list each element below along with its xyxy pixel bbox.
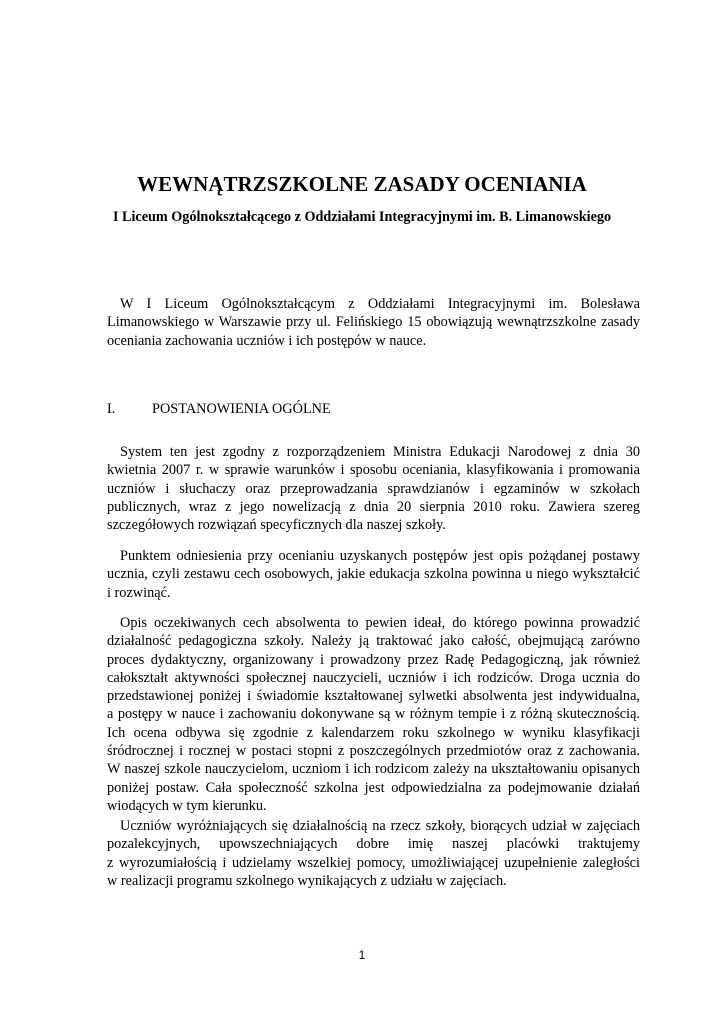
text-line: i rozwinąć. — [107, 584, 171, 601]
text-line: śródrocznej i rocznej w postaci stopni z poszczególnych przedmiotów oraz z zachowania. — [107, 743, 640, 760]
text-line: Punktem odniesienia przy ocenianiu uzyskanych postępów jest opis pożądanej postawy — [120, 548, 640, 564]
intro-paragraph — [107, 295, 640, 350]
text-line: działalność pedagogiczna szkoły. Należy ją traktować jako całość, obejmującą zarówno — [107, 633, 640, 650]
text-line: Uczniów wyróżniających się działalnością na rzecz szkoły, biorących udział w zajęciach — [120, 818, 640, 834]
text-line: poniżej postaw. Cała społeczność szkolna jest odpowiedzialna za podejmowanie działań — [107, 779, 640, 796]
text-line: szczegółowych rozwiązań specyficznych dla naszej szkoły. — [107, 517, 446, 534]
document-subtitle: I Liceum Ogólnokształcącego z Oddziałami Integracyjnymi im. B. Limanowskiego — [112, 209, 612, 225]
text-line: W I Liceum Ogólnokształcącym z Oddziałami Integracyjnymi im. Bolesława — [120, 296, 640, 312]
document-title: WEWNĄTRZSZKOLNE ZASADY OCENIANIA — [137, 172, 587, 196]
paragraph-4 — [107, 817, 640, 890]
paragraph-2 — [107, 547, 640, 602]
text-line: Limanowskiego w Warszawie przy ul. Felińskiego 15 obowiązują wewnątrzszkolne zasady — [107, 314, 640, 331]
text-line: uczniów i słuchaczy oraz przeprowadzania sprawdzianów i egzaminów w szkołach — [107, 480, 640, 497]
text-line: z wyrozumiałością i udzielamy wszelkiej pomocy, umożliwiającej uzupełnienie zaległości — [107, 854, 640, 871]
paragraph-3 — [107, 614, 640, 815]
text-line: całokształt aktywności społecznej nauczycieli, uczniów i ich rodziców. Droga ucznia do — [107, 669, 640, 686]
section-number: I. — [107, 401, 116, 417]
text-line: pozalekcyjnych, upowszechniających dobre imię naszej placówki traktujemy — [107, 836, 640, 853]
text-line: oceniania zachowania uczniów i ich postępów w nauce. — [107, 332, 427, 349]
text-line: ucznia, czyli zestawu cech osobowych, jakie edukacja szkolna powinna u niego wykształcić — [107, 566, 640, 583]
text-line: Opis oczekiwanych cech absolwenta to pewien ideał, do którego powinna prowadzić — [120, 615, 640, 631]
text-line: a postępy w nauce i zachowaniu dokonywane są w różnym tempie i z różną skutecznością. — [107, 706, 640, 723]
text-line: kwietnia 2007 r. w sprawie warunków i sposobu oceniania, klasyfikowania i promowania — [107, 462, 640, 479]
text-line: W naszej szkole nauczycielom, uczniom i ich rodzicom zależy na ukształtowaniu opisanych — [107, 761, 640, 778]
text-line: przedstawionej poniżej i świadomie kształtowanej sylwetki absolwenta jest indywidualna, — [107, 688, 640, 705]
paragraph-1 — [107, 443, 640, 534]
page-number: 1 — [358, 948, 366, 962]
text-line: publicznych, wraz z jego nowelizacją z dnia 20 sierpnia 2010 roku. Zawiera szereg — [107, 498, 640, 515]
text-line: Ich ocena odbywa się zgodnie z kalendarzem roku szkolnego w wyniku klasyfikacji — [107, 724, 640, 741]
section-title: POSTANOWIENIA OGÓLNE — [152, 401, 331, 417]
text-line: proces dydaktyczny, organizowany i prowadzony przez Radę Pedagogiczną, jak również — [107, 651, 640, 668]
text-line: System ten jest zgodny z rozporządzeniem Ministra Edukacji Narodowej z dnia 30 — [120, 444, 640, 460]
text-line: w realizacji programu szkolnego wynikających z udziału w zajęciach. — [107, 872, 507, 889]
text-line: wiodących w tym kierunku. — [107, 797, 267, 814]
